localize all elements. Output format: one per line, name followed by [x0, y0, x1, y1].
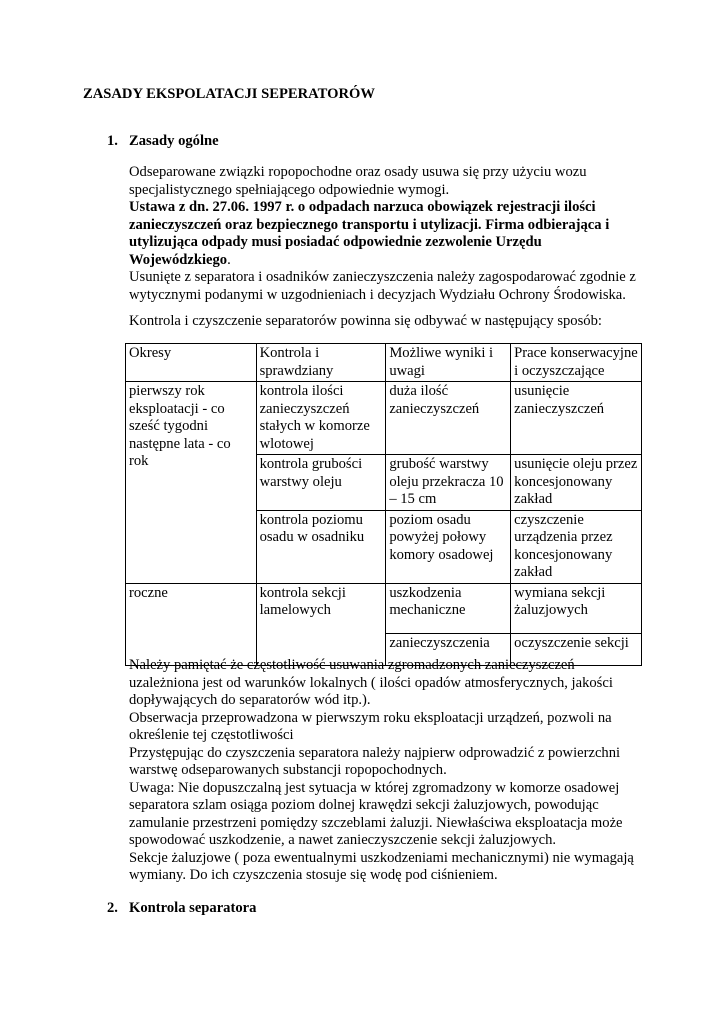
- notes-line: spowodować uszkodzenie, a nawet zanieczyszczenie sekcji żaluzjowych.: [129, 832, 557, 848]
- period: .: [227, 251, 231, 268]
- notes-line: wymiany. Do ich czyszczenia stosuje się wodę pod ciśnieniem.: [129, 867, 498, 883]
- section-2-number: 2.: [107, 900, 118, 916]
- notes-line: dopływających do separatorów wód itp.).: [129, 692, 371, 708]
- table-row: [126, 382, 642, 455]
- table-row: [126, 583, 642, 633]
- table-intro: Kontrola i czyszczenie separatorów powinna się odbywać w następujący sposób:: [129, 313, 602, 329]
- notes-line: Należy pamiętać że częstotliwość usuwania zgromadzonych zanieczyszczeń: [129, 657, 575, 673]
- work-cell: usunięcie oleju przez koncesjonowany zakład: [511, 455, 642, 511]
- notes-line: warstwę odseparowanych substancji ropopochodnych.: [129, 762, 447, 778]
- work-cell: wymiana sekcji żaluzjowych: [511, 583, 642, 633]
- law-reference-line: utylizująca odpady musi posiadać odpowiednie zezwolenie Urzędu: [129, 234, 542, 250]
- table-header-row: [126, 344, 642, 382]
- check-cell: kontrola sekcji lamelowych: [256, 583, 386, 665]
- notes-line: Przystępując do czyszczenia separatora należy najpierw odprowadzić z powierzchni: [129, 744, 621, 761]
- section-2-title: Kontrola separatora: [129, 900, 257, 916]
- header-works: Prace konserwacyjne i oczyszczające: [511, 344, 642, 382]
- header-results: Możliwe wyniki i uwagi: [386, 344, 511, 382]
- paragraph-line: Usunięte z separatora i osadników zanieczyszczenia należy zagospodarować zgodnie z: [129, 269, 636, 285]
- notes-line: określenie tej częstotliwości: [129, 727, 294, 743]
- work-cell: oczyszczenie sekcji: [511, 633, 642, 665]
- law-reference-line: Ustawa z dn. 27.06. 1997 r. o odpadach narzuca obowiązek rejestracji ilości: [129, 199, 596, 215]
- notes-line: separatora szlam osiąga poziom dolnej krawędzi sekcji żaluzjowych, powodując: [129, 797, 599, 813]
- notes-line: Obserwacja przeprowadzona w pierwszym roku eksploatacji urządzeń, pozwoli na: [129, 709, 612, 726]
- section-1-heading: [107, 133, 219, 151]
- check-cell: kontrola ilości zanieczyszczeń stałych w komorze wlotowej: [256, 382, 386, 455]
- notes-line: zamulanie przestrzeni pomiędzy szczeblami żaluzji. Niewłaściwa eksploatacja może: [129, 814, 623, 831]
- period-cell: pierwszy rok eksploatacji - co sześć tygodni następne lata - co rok: [126, 382, 257, 584]
- result-cell: uszkodzenia mechaniczne: [386, 583, 511, 633]
- notes-line: Uwaga: Nie dopuszczalną jest sytuacja w której zgromadzony w komorze osadowej: [129, 779, 620, 796]
- maintenance-table: [125, 343, 642, 666]
- work-cell: czyszczenie urządzenia przez koncesjonowany zakład: [511, 510, 642, 583]
- law-reference-line: zanieczyszczeń oraz bezpiecznego transportu i utylizacji. Firma odbierająca i: [129, 216, 610, 233]
- document-title: ZASADY EKSPOLATACJI SEPERATORÓW: [83, 86, 375, 102]
- check-cell: kontrola poziomu osadu w osadniku: [256, 510, 386, 583]
- paragraph-line: wytycznymi podanymi w uzgodnieniach i decyzjach Wydziału Ochrony Środowiska.: [129, 286, 626, 303]
- period-cell: roczne: [126, 583, 257, 665]
- section-2-heading: [107, 900, 256, 918]
- notes-line: uzależniona jest od warunków lokalnych ( ilości opadów atmosferycznych, jakości: [129, 674, 613, 691]
- check-cell: kontrola grubości warstwy oleju: [256, 455, 386, 511]
- result-cell: grubość warstwy oleju przekracza 10 – 15 cm: [386, 455, 511, 511]
- notes-line: Sekcje żaluzjowe ( poza ewentualnymi uszkodzeniami mechanicznymi) nie wymagają: [129, 849, 634, 866]
- paragraph-line: Odseparowane związki ropopochodne oraz osady usuwa się przy użyciu wozu: [129, 164, 587, 180]
- paragraph-line: specjalistycznego spełniającego odpowiednie wymogi.: [129, 181, 450, 198]
- result-cell: duża ilość zanieczyszczeń: [386, 382, 511, 455]
- header-periods: Okresy: [126, 344, 257, 382]
- section-1-body: [129, 164, 649, 304]
- section-1-title: Zasady ogólne: [129, 133, 219, 149]
- header-checks: Kontrola i sprawdziany: [256, 344, 386, 382]
- result-cell: poziom osadu powyżej połowy komory osadowej: [386, 510, 511, 583]
- work-cell: usunięcie zanieczyszczeń: [511, 382, 642, 455]
- law-reference-line: Wojewódzkiego: [129, 251, 228, 268]
- notes-paragraph: [129, 657, 649, 885]
- result-cell: zanieczyszczenia: [386, 633, 511, 665]
- section-1-number: 1.: [107, 133, 118, 149]
